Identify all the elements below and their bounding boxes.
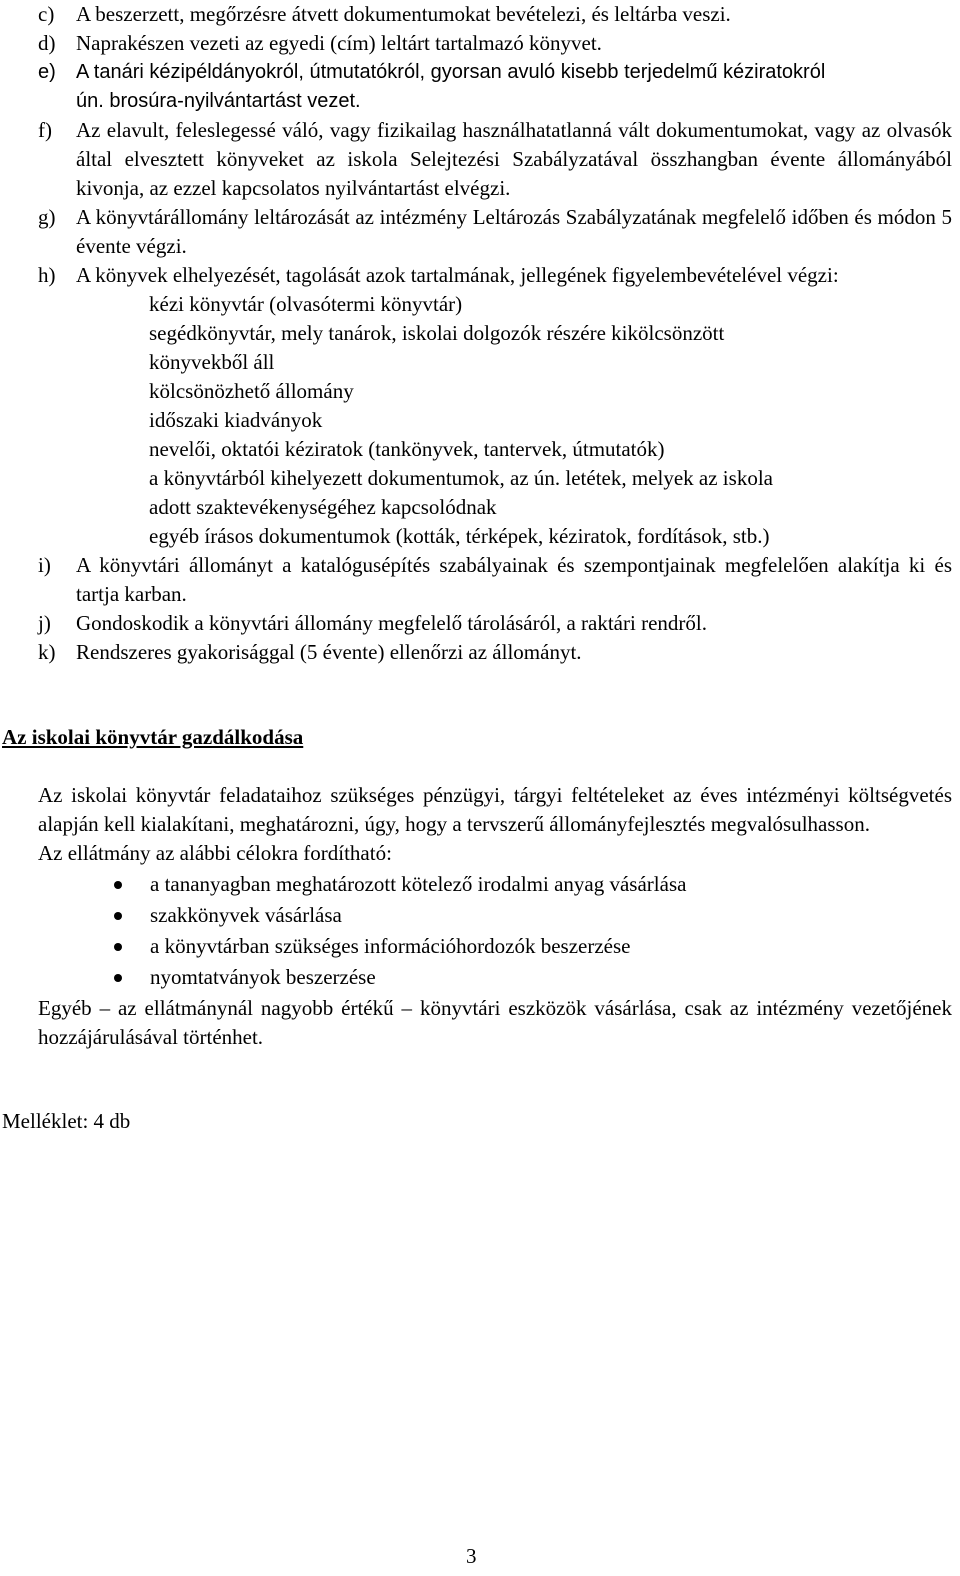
sublist-line: kézi könyvtár (olvasótermi könyvtár) xyxy=(149,292,463,316)
paragraph: Egyéb – az ellátmánynál nagyobb értékű – könyvtári eszközök vásárlása, csak az intézmény vezetőjének hozzájárulásával történhet. xyxy=(38,996,952,1049)
list-item-j xyxy=(0,609,952,638)
list-marker: i) xyxy=(38,553,51,577)
list-marker: g) xyxy=(38,205,56,229)
bullet-icon xyxy=(114,974,122,982)
bullet-item xyxy=(38,901,952,932)
list-marker: h) xyxy=(38,263,56,287)
bullet-text: a könyvtárban szükséges információhordozók beszerzése xyxy=(150,934,631,958)
sublist-line: segédkönyvtár, mely tanárok, iskolai dolgozók részére kikölcsönzött xyxy=(149,321,725,345)
list-item-text: A könyvtári állományt a katalógusépítés szabályainak és szempontjainak megfelelően alakítja ki és tartja karban. xyxy=(76,553,952,606)
sublist-line: könyvekből áll xyxy=(149,350,275,374)
list-item-text: A tanári kézipéldányokról, útmutatókról, gyorsan avuló kisebb terjedelmű kéziratokról xyxy=(76,61,826,83)
sublist-line: időszaki kiadványok xyxy=(149,408,323,432)
list-marker: c) xyxy=(38,2,55,26)
task-list xyxy=(0,0,960,667)
bullet-item xyxy=(38,932,952,963)
bullet-list xyxy=(38,868,952,994)
list-item-k xyxy=(0,638,952,667)
list-item-h xyxy=(0,261,952,290)
list-item-text: Gondoskodik a könyvtári állomány megfelelő tárolásáról, a raktári rendről. xyxy=(76,611,707,635)
list-marker: d) xyxy=(38,31,56,55)
list-item-g xyxy=(0,203,952,261)
list-item-i xyxy=(0,551,952,609)
section-heading: Az iskolai könyvtár gazdálkodása xyxy=(2,725,304,749)
bullet-text: szakkönyvek vásárlása xyxy=(150,903,342,927)
list-item-text: Naprakészen vezeti az egyedi (cím) leltárt tartalmazó könyvet. xyxy=(76,31,602,55)
sublist-line: a könyvtárból kihelyezett dokumentumok, az ún. letétek, melyek az iskola xyxy=(149,466,773,490)
bullet-text: nyomtatványok beszerzése xyxy=(150,965,376,989)
attachment-note: Melléklet: 4 db xyxy=(2,1109,131,1133)
bullet-icon xyxy=(114,881,122,889)
list-item-text: Az elavult, feleslegessé váló, vagy fizikailag használhatatlanná vált dokumentumokat, vagy az olvasók által elvesztett könyveket az iskola Selejtezési Szabályzatával összhangban évente állományából kivonja, az ezzel kapcsolatos nyilvántartást elvégzi. xyxy=(76,118,952,200)
list-item-c xyxy=(0,0,952,29)
list-item-text: A beszerzett, megőrzésre átvett dokumentumokat bevételezi, és leltárba veszi. xyxy=(76,2,731,26)
list-item-f xyxy=(0,116,952,203)
bullet-icon xyxy=(114,912,122,920)
list-marker: e) xyxy=(38,61,56,83)
list-item-text: A könyvek elhelyezését, tagolását azok tartalmának, jellegének figyelembevételével végzi: xyxy=(76,263,839,287)
list-marker: j) xyxy=(38,611,51,635)
sublist-line: kölcsönözhető állomány xyxy=(149,379,354,403)
sublist-line: egyéb írásos dokumentumok (kották, térképek, kéziratok, fordítások, stb.) xyxy=(149,524,770,548)
page-number: 3 xyxy=(466,1544,477,1568)
list-item-d xyxy=(0,29,952,58)
h-sublist xyxy=(0,290,869,551)
sublist-line: nevelői, oktatói kéziratok (tankönyvek, tantervek, útmutatók) xyxy=(149,437,665,461)
section-body xyxy=(38,781,952,1052)
paragraph: Az ellátmány az alábbi célokra fordítható: xyxy=(38,841,392,865)
list-marker: k) xyxy=(38,640,56,664)
list-item-text: Rendszeres gyakorisággal (5 évente) ellenőrzi az állományt. xyxy=(76,640,582,664)
sublist-line: adott szaktevékenységéhez kapcsolódnak xyxy=(149,495,497,519)
list-item-text: A könyvtárállomány leltározását az intézmény Leltározás Szabályzatának megfelelő időben és módon 5 évente végzi. xyxy=(76,205,952,258)
list-marker: f) xyxy=(38,118,52,142)
bullet-item xyxy=(38,963,952,994)
list-item-text: ún. brosúra-nyilvántartást vezet. xyxy=(76,90,361,112)
bullet-item xyxy=(38,870,952,901)
bullet-text: a tananyagban meghatározott kötelező irodalmi anyag vásárlása xyxy=(150,872,687,896)
list-item-e xyxy=(0,58,952,116)
bullet-icon xyxy=(114,943,122,951)
paragraph: Az iskolai könyvtár feladataihoz szükséges pénzügyi, tárgyi feltételeket az éves intézményi költségvetés alapján kell kialakítani, meghatározni, úgy, hogy a tervszerű állományfejlesztés megvalósulhasson. xyxy=(38,783,952,836)
